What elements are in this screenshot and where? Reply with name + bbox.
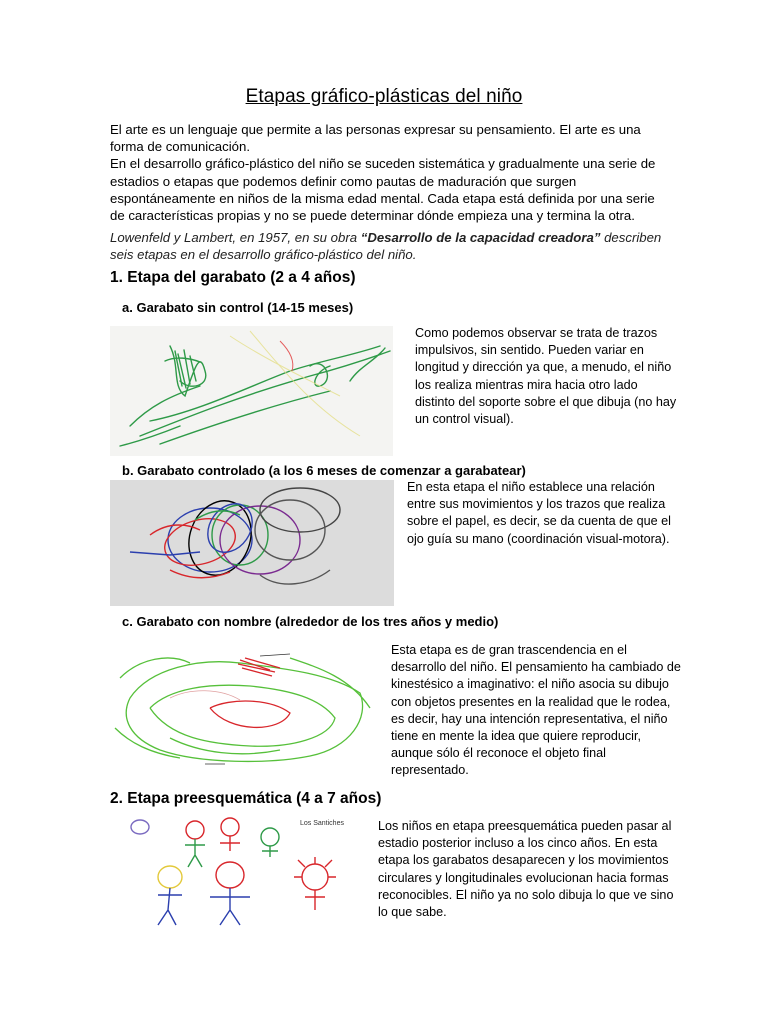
intro-paragraphs bbox=[110, 121, 670, 224]
page-title: Etapas gráfico-plásticas del niño bbox=[245, 86, 523, 107]
intro-paragraph-2: En el desarrollo gráfico-plástico del niño se suceden sistemática y gradualmente una serie de estadios o etapas que podemos definir como pautas de maduración que surgen espontáneamente en niños de la misma edad mental. Cada etapa está definida por una serie de características propias y no se puede determinar dónde empieza una y termina la otra. bbox=[110, 156, 656, 224]
citation bbox=[110, 229, 670, 263]
scribble-named-image bbox=[110, 638, 378, 772]
stage-b-text: En esta etapa el niño establece una relación entre sus movimientos y los trazos que realiza sobre el papel, es decir, se da cuenta de que el ojo guía su mano (coordinación visual-motora). bbox=[407, 480, 671, 546]
intro-paragraph-1: El arte es un lenguaje que permite a las personas expresar su pensamiento. El arte es una forma de comunicación. bbox=[110, 122, 641, 155]
stage-c-text: Esta etapa es de gran trascendencia en el desarrollo del niño. El pensamiento ha cambiado de kinestésico a imaginativo: el niño asocia su dibujo con objetos presentes en la realidad que le rodea, es decir, hay una intención representativa, el niño tiene en mente la idea que quiere reproducir, aunque sólo él reconoce el objeto final representado. bbox=[391, 643, 681, 778]
scribble-uncontrolled-image bbox=[110, 326, 393, 456]
stage-c-heading: c. Garabato con nombre (alrededor de los tres años y medio) bbox=[122, 614, 499, 629]
section2-text: Los niños en etapa preesquemática pueden pasar al estadio posterior incluso a los cinco años. En esta etapa los garabatos desaparecen y los movimientos circulares y longitudinales evolucionan hacia formas reconocibles. El niño ya no solo dibuja lo que ve sino lo que sabe. bbox=[378, 819, 674, 920]
section1-heading: 1. Etapa del garabato (2 a 4 años) bbox=[110, 269, 356, 286]
citation-after: describen seis etapas en el desarrollo gráfico-plástico del niño. bbox=[110, 230, 662, 263]
citation-work: “Desarrollo de la capacidad creadora” bbox=[360, 230, 601, 245]
drawing-label: Los Santiches bbox=[300, 820, 344, 827]
stage-a-heading: a. Garabato sin control (14-15 meses) bbox=[122, 300, 354, 315]
stage-b-heading: b. Garabato controlado (a los 6 meses de comenzar a garabatear) bbox=[122, 463, 526, 478]
scribble-controlled-image bbox=[110, 480, 394, 606]
stage-a-text: Como podemos observar se trata de trazos impulsivos, sin sentido. Pueden variar en longitud y dirección ya que, a menudo, el niño los realiza mientras mira hacia otro lado distinto del soporte sobre el que dibuja (no hay un control visual). bbox=[415, 326, 677, 427]
preschematic-drawing-image bbox=[110, 815, 363, 927]
citation-before: Lowenfeld y Lambert, en 1957, en su obra bbox=[110, 230, 361, 245]
section2-heading: 2. Etapa preesquemática (4 a 7 años) bbox=[110, 790, 382, 807]
